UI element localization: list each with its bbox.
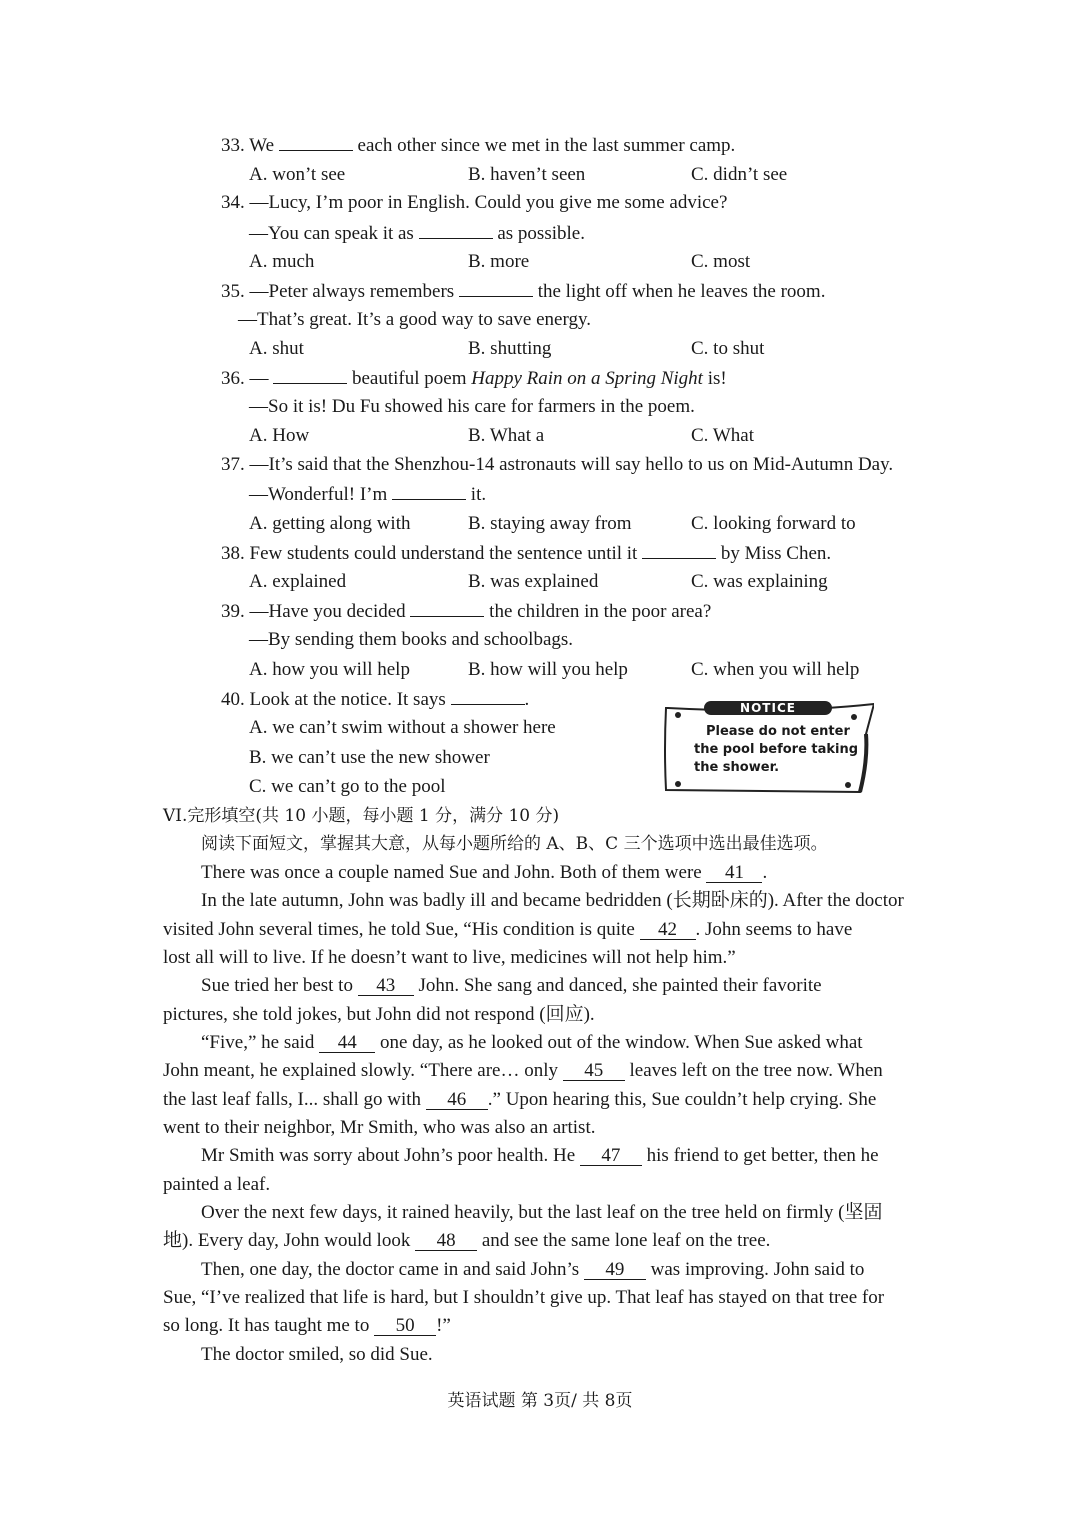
question-38: 38. Few students could understand the sentence until it by Miss Chen. <box>221 543 832 564</box>
notice-line-1: Please do not enter <box>706 724 850 739</box>
question-37: 37. —It’s said that the Shenzhou-14 astronauts will say hello to us on Mid-Autumn Day. <box>221 454 894 475</box>
option-a: A. we can’t swim without a shower here <box>249 717 556 738</box>
answer-blank <box>642 542 716 559</box>
option-a: A. How <box>249 425 310 446</box>
passage-line: the last leaf falls, I... shall go with 46 .” Upon hearing this, Sue couldn’t help crying. She <box>163 1089 877 1110</box>
option-b: B. shutting <box>468 338 552 359</box>
question-39: 39. —Have you decided the children in the poor area? <box>221 601 712 622</box>
section-instruction: 阅读下面短文，掌握其大意，从每小题所给的 A、B、C 三个选项中选出最佳选项。 <box>201 834 828 854</box>
passage-line: lost all will to live. If he doesn’t want to live, medicines will not help him.” <box>163 947 736 968</box>
passage-line: Mr Smith was sorry about John’s poor health. He 47 his friend to get better, then he <box>201 1145 879 1166</box>
question-33: 33. We each other since we met in the last summer camp. <box>221 135 736 156</box>
question-34-reply: —You can speak it as as possible. <box>249 223 585 244</box>
passage-line: 地). Every day, John would look 48 and see the same lone leaf on the tree. <box>163 1230 771 1251</box>
question-34: 34. —Lucy, I’m poor in English. Could you give me some advice? <box>221 192 728 213</box>
answer-blank <box>392 483 466 500</box>
passage-line: John meant, he explained slowly. “There are… only 45 leaves left on the tree now. When <box>163 1060 883 1081</box>
blank-50: 50 <box>374 1317 436 1336</box>
passage-line: went to their neighbor, Mr Smith, who was also an artist. <box>163 1117 596 1138</box>
blank-49: 49 <box>584 1261 646 1280</box>
question-39-reply: —By sending them books and schoolbags. <box>249 629 574 650</box>
passage-line: so long. It has taught me to 50 !” <box>163 1315 451 1336</box>
option-b: B. haven’t seen <box>468 164 586 185</box>
passage-line: pictures, she told jokes, but John did not respond (回应). <box>163 1004 595 1025</box>
option-b: B. staying away from <box>468 513 632 534</box>
notice-line-2: the pool before taking <box>694 742 859 757</box>
blank-45: 45 <box>563 1062 625 1081</box>
option-a: A. how you will help <box>249 659 410 680</box>
option-c: C. didn’t see <box>691 164 788 185</box>
notice-line-3: the shower. <box>694 760 780 775</box>
question-35: 35. —Peter always remembers the light off when he leaves the room. <box>221 281 826 302</box>
poem-title: Happy Rain on a Spring Night <box>471 368 703 389</box>
option-c: C. to shut <box>691 338 765 359</box>
notice-title: NOTICE <box>704 701 832 715</box>
passage-line: In the late autumn, John was badly ill and became bedridden (长期卧床的). After the doctor <box>201 890 904 911</box>
blank-47: 47 <box>580 1147 642 1166</box>
option-b: B. What a <box>468 425 545 446</box>
passage-line: Over the next few days, it rained heavily, but the last leaf on the tree held on firmly (坚固 <box>201 1202 883 1223</box>
question-36: 36. — beautiful poem Happy Rain on a Spring Night is! <box>221 368 727 389</box>
passage-line: The doctor smiled, so did Sue. <box>201 1344 433 1365</box>
question-36-reply: —So it is! Du Fu showed his care for farmers in the poem. <box>249 396 695 417</box>
passage-line: Sue tried her best to 43 John. She sang and danced, she painted their favorite <box>201 975 822 996</box>
answer-blank <box>279 134 353 151</box>
option-c: C. What <box>691 425 754 446</box>
question-35-reply: —That’s great. It’s a good way to save energy. <box>238 309 591 330</box>
passage-line: visited John several times, he told Sue, “His condition is quite 42 . John seems to have <box>163 919 853 940</box>
answer-blank <box>451 688 525 705</box>
blank-46: 46 <box>426 1091 488 1110</box>
option-a: A. much <box>249 251 315 272</box>
section-heading: VI.完形填空(共 10 小题，每小题 1 分，满分 10 分) <box>163 806 560 826</box>
answer-blank <box>273 367 347 384</box>
passage-line: There was once a couple named Sue and John. Both of them were 41 . <box>201 862 768 883</box>
option-c: C. when you will help <box>691 659 860 680</box>
passage-line: “Five,” he said 44 one day, as he looked out of the window. When Sue asked what <box>201 1032 863 1053</box>
blank-43: 43 <box>358 977 414 996</box>
option-a: A. explained <box>249 571 347 592</box>
option-c: C. we can’t go to the pool <box>249 776 446 797</box>
answer-blank <box>419 222 493 239</box>
blank-41: 41 <box>706 864 762 883</box>
blank-44: 44 <box>319 1034 375 1053</box>
answer-blank <box>459 280 533 297</box>
option-a: A. shut <box>249 338 304 359</box>
passage-line: painted a leaf. <box>163 1174 271 1195</box>
option-c: C. most <box>691 251 751 272</box>
option-a: A. won’t see <box>249 164 346 185</box>
option-b: B. was explained <box>468 571 599 592</box>
option-b: B. more <box>468 251 530 272</box>
option-b: B. we can’t use the new shower <box>249 747 490 768</box>
question-37-reply: —Wonderful! I’m it. <box>249 484 487 505</box>
blank-48: 48 <box>415 1232 477 1251</box>
passage-line: Then, one day, the doctor came in and said John’s 49 was improving. John said to <box>201 1259 865 1280</box>
passage-line: Sue, “I’ve realized that life is hard, but I shouldn’t give up. That leaf has stayed on that tree for <box>163 1287 885 1308</box>
option-c: C. looking forward to <box>691 513 856 534</box>
option-b: B. how will you help <box>468 659 628 680</box>
option-a: A. getting along with <box>249 513 411 534</box>
answer-blank <box>410 600 484 617</box>
notice-sign <box>662 700 874 794</box>
option-c: C. was explaining <box>691 571 828 592</box>
question-40: 40. Look at the notice. It says . <box>221 689 530 710</box>
page-footer: 英语试题 第 3页/ 共 8页 <box>447 1391 633 1411</box>
blank-42: 42 <box>640 921 696 940</box>
